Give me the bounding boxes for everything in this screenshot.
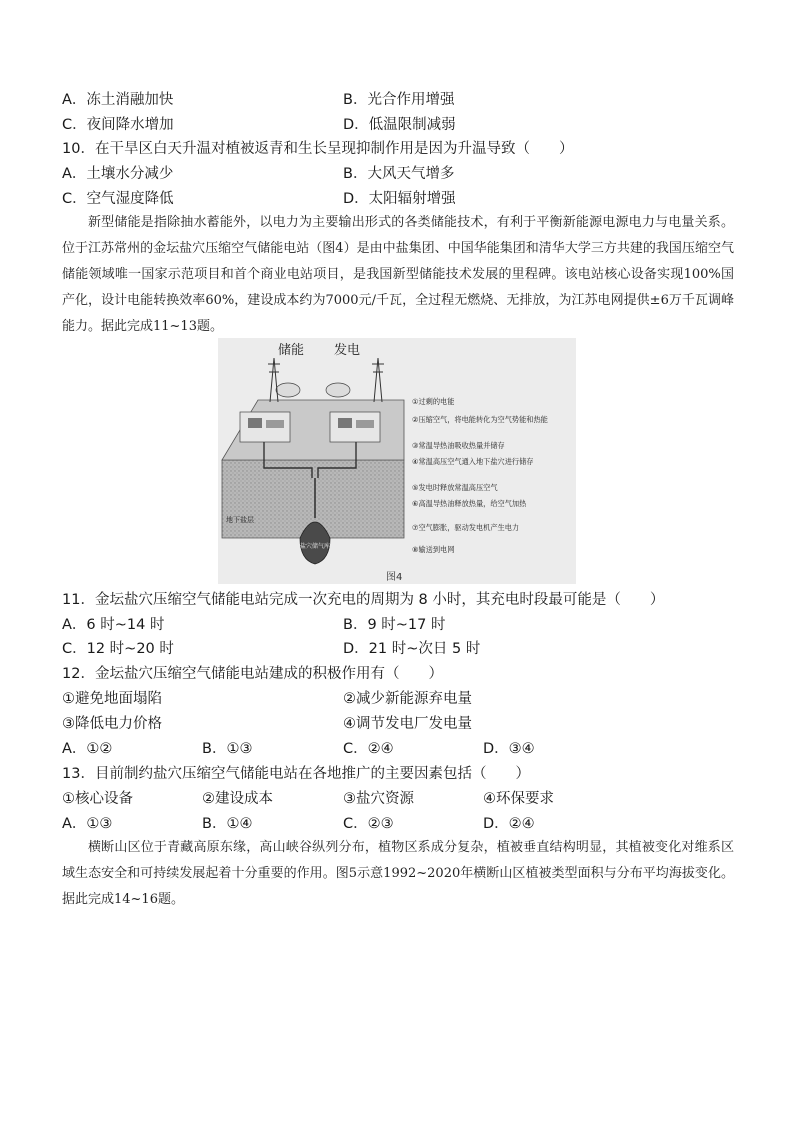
q12-option-b: B．①③ [202, 741, 253, 757]
q13-option-a: A．①③ [62, 816, 113, 832]
legend-item-8: ⑧输送到电网 [412, 545, 455, 554]
legend-item-5: ⑤发电时释放常温高压空气 [412, 483, 498, 492]
q13-stem: 13．目前制约盐穴压缩空气储能电站在各地推广的主要因素包括（ ） [62, 766, 530, 782]
q9-option-d: D．低温限制减弱 [343, 117, 456, 133]
legend-item-4: ④常温高压空气通入地下盐穴进行储存 [412, 457, 534, 466]
oil-tank-left [276, 383, 300, 397]
q12-item-4: ④调节发电厂发电量 [343, 716, 472, 732]
legend-item-3: ③常温导热油吸收热量并储存 [412, 441, 505, 450]
q12-stem: 12．金坛盐穴压缩空气储能电站建成的积极作用有（ ） [62, 666, 443, 682]
q13-option-b: B．①④ [202, 816, 253, 832]
motor-unit [266, 420, 284, 428]
q13-item-3: ③盐穴资源 [343, 791, 414, 807]
q12-option-d: D．③④ [483, 741, 535, 757]
q11-option-a: A．6 时~14 时 [62, 617, 165, 633]
q10-stem: 10．在干旱区白天升温对植被返青和生长呈现抑制作用是因为升温导致（ ） [62, 141, 574, 157]
compressor-unit [248, 418, 262, 428]
legend-item-7: ⑦空气膨胀，驱动发电机产生电力 [412, 523, 520, 532]
q10-option-b: B．大风天气增多 [343, 166, 455, 182]
generator-unit [356, 420, 374, 428]
q13-item-4: ④环保要求 [483, 791, 554, 807]
q10-option-a: A．土壤水分减少 [62, 166, 174, 182]
label-generate: 发电 [334, 343, 361, 358]
q9-option-c: C．夜间降水增加 [62, 117, 174, 133]
q9-option-b: B．光合作用增强 [343, 92, 455, 108]
q10-option-c: C．空气湿度降低 [62, 191, 174, 207]
q13-item-1: ①核心设备 [62, 791, 133, 807]
figure-4 [218, 338, 576, 584]
label-cavern: 盐穴储气库 [299, 543, 331, 550]
legend-item-6: ⑥高温导热油释放热量，给空气加热 [412, 499, 527, 508]
oil-tank-right [326, 383, 350, 397]
label-storage: 储能 [278, 343, 305, 358]
figure-4-caption: 图4 [386, 572, 403, 583]
q11-option-d: D．21 时~次日 5 时 [343, 641, 481, 657]
q11-option-c: C．12 时~20 时 [62, 641, 174, 657]
q12-item-1: ①避免地面塌陷 [62, 691, 162, 707]
q12-item-3: ③降低电力价格 [62, 716, 162, 732]
label-ground: 地下盐层 [226, 516, 254, 524]
q9-option-a: A．冻土消融加快 [62, 92, 174, 108]
figure-4-diagram [218, 338, 576, 584]
q13-option-c: C．②③ [343, 816, 394, 832]
q11-stem: 11．金坛盐穴压缩空气储能电站完成一次充电的周期为 8 小时，其充电时段最可能是（ ） [62, 592, 665, 608]
q11-option-b: B．9 时~17 时 [343, 617, 446, 633]
passage-energy-storage: 新型储能是指除抽水蓄能外，以电力为主要输出形式的各类储能技术，有利于平衡新能源电源电力与电量关系。位于江苏常州的金坛盐穴压缩空气储能电站（图4）是由中盐集团、中国华能集团和清华大学三方共建的我国压缩空气储能领域唯一国家示范项目和首个商业电站项目，是我国新型储能技术发展的里程碑。该电站核心设备实现100%国产化，设计电能转换效率60%，建设成本约为7000元/千瓦，全过程无燃烧、无排放，为江苏电网提供±6万千瓦调峰能力。据此完成11~13题。 [62, 215, 734, 334]
passage-hengduan: 横断山区位于青藏高原东缘，高山峡谷纵列分布，植物区系成分复杂，植被垂直结构明显，其植被变化对维系区域生态安全和可持续发展起着十分重要的作用。图5示意1992~2020年横断山区植被类型面积与分布平均海拔变化。据此完成14~16题。 [62, 840, 734, 907]
turbine-unit [338, 418, 352, 428]
q13-item-2: ②建设成本 [202, 791, 273, 807]
q13-option-d: D．②④ [483, 816, 535, 832]
legend-item-1: ①过剩的电能 [412, 397, 455, 406]
q12-option-c: C．②④ [343, 741, 394, 757]
q12-option-a: A．①② [62, 741, 113, 757]
legend-item-2: ②压缩空气，将电能转化为空气势能和热能 [412, 415, 548, 424]
q10-option-d: D．太阳辐射增强 [343, 191, 456, 207]
q12-item-2: ②减少新能源弃电量 [343, 691, 472, 707]
